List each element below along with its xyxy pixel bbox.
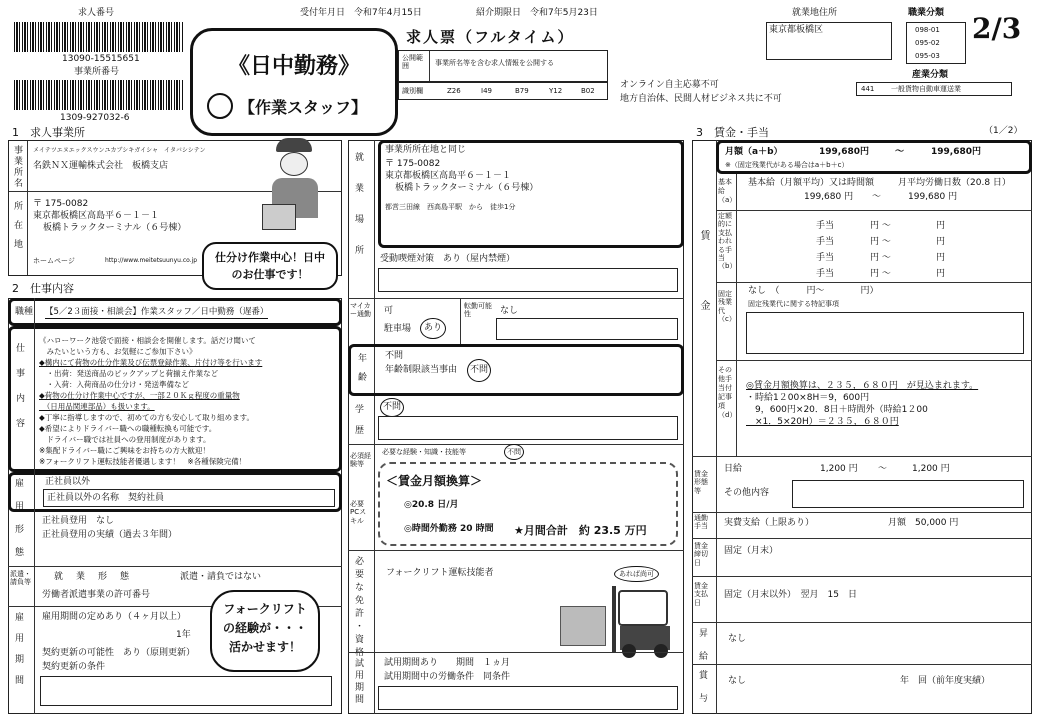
company-addr1: 東京都板橋区高島平６－１－１ [33,211,160,221]
bonus: なし [728,676,747,686]
other-line-1: ・時給1２00×8H＝9，600円 [746,393,870,403]
code-3: Y12 [549,87,563,95]
parking-value: あり [420,318,446,339]
job-line-1: みたいという方も、お気軽にご参加下さい》 [39,347,197,356]
banner [190,28,398,136]
license-note: あれば尚可 [614,566,659,582]
payday: 固定（月末以外） 翌月 15 日 [724,590,857,600]
age-box [348,344,684,396]
trial: 試用期間あり 期間 １ヵ月 [384,658,511,668]
highlight-bubble-1: 仕分け作業中心！日中のお仕事です！ [202,242,338,290]
other-line-2: 9，600円×20．8日＋時間外（時給1２00 [746,405,928,415]
smoking-box [378,268,678,292]
commute-allowance: 実費支給（上限あり） [724,518,815,528]
code-1: I49 [481,87,492,95]
promotion: 正社員登用 なし [42,516,115,526]
fixed-ot-note: 固定残業代に関する特記事項 [748,300,839,308]
code-0: Z26 [447,87,461,95]
industry-code: 441 [861,85,875,93]
wage-summary-title: ＜賃金月額換算＞ [386,474,483,488]
deadline-date: 紹介期限日 令和7年5月23日 [476,8,598,18]
company-name: 名鉄ＮＸ運輸株式会社 板橋支店 [33,161,169,171]
employment-name: 正社員以外の名称 契約社員 [43,489,335,507]
trial-conditions: 試用期間中の労働条件 同条件 [384,672,511,682]
workplace-addr2: 板橋トラックターミナル（６号棟） [395,183,539,193]
job-line-9: ドライバー職では社員への登用制度があります。 [39,435,211,444]
online-note-1: オンライン自主応募不可 [620,80,719,90]
fixed-ot: なし （ 円～ 円） [748,286,879,296]
raise: なし [728,634,747,644]
page-number: 2/3 [972,12,1022,45]
daily-label: 日給 [724,464,743,474]
mascot-icon [207,93,233,119]
trial-label: 試用期間 [353,658,363,706]
workplace-zip: 〒 175-0082 [385,159,441,169]
age-reason-label: 年齢制限該当事由 [385,365,458,375]
pc-label: 必要PCスキル [350,500,367,525]
section-1-title: 1 求人事業所 [12,126,85,139]
dispatch-license: 労働者派遣事業の許可番号 [42,590,151,600]
job-class-box [906,22,966,64]
industry-label: 産業分類 [912,70,949,80]
transfer-box [496,318,678,340]
wage-summary-box [378,462,678,546]
barcode-office [14,80,184,110]
raise-label: 昇給 [697,628,707,674]
employment: 正社員以外 [45,477,91,487]
code-2: B79 [515,87,529,95]
public-label: 公開範囲 [402,54,423,71]
other-allowance-label: その他手当付記事項（d） [718,366,737,420]
homepage-link[interactable]: http://www.meitetsuunyu.co.jp [105,257,198,264]
commute: 可 [384,306,394,316]
parking-label: 駐車場 [384,324,412,334]
occupation-label: 職種 [15,307,34,317]
experience: 必要な経験・知識・技能等 [382,448,466,456]
other-line-0: ◎賃金月額換算は、２３５，６８０円 が見込まれます。 [746,381,979,391]
experience-label: 必須経験等 [350,452,371,469]
closing-label: 賃金締切日 [694,542,708,567]
workplace-addr1: 東京都板橋区高島平６－１－１ [385,171,512,181]
worker-illustration [262,138,328,238]
office-number-label: 事業所番号 [74,67,120,77]
allowance-label: 定額的に支払われる手当（b） [718,212,737,271]
barcode-job [14,22,184,52]
section-2-title: 2 仕事内容 [12,282,74,295]
job-line-4: ・入荷：入荷商品の仕分け・発送準備など [39,380,189,389]
banner-subtitle: 【作業スタッフ】 [239,98,368,117]
extra-other: その他内容 [724,488,770,498]
received-date: 受付年月日 令和7年4月15日 [300,8,422,18]
code-label: 識別欄 [402,87,423,95]
extra-other-box [792,480,1024,508]
doc-title: 求人票（フルタイム） [406,28,575,46]
workplace-box [378,140,684,248]
workplace-same: 事業所所在地と同じ [385,145,467,155]
renewal-conditions: 契約更新の条件 [42,662,106,672]
company-zip: 〒 175-0082 [33,199,89,209]
renewal-box [40,676,332,706]
daily-max: 1,200 円 [912,464,950,474]
banner-title: 《日中勤務》 [227,54,360,79]
age-label: 年齢 [356,353,366,391]
workplace-access: 都営三田線 西高島平駅 から 徒歩1分 [385,203,516,211]
monthly-min: 199,680円 [819,147,869,157]
period-length: 1年 [176,630,191,640]
license-label: 必要な免許・資格 [353,556,363,660]
wage-summary-total: ★月間合計 約 23.5 万円 [514,524,647,537]
period: 雇用期間の定めあり（４ヶ月以上） [42,612,187,622]
age: 不問 [385,351,404,361]
job-number-label: 求人番号 [78,8,115,18]
other-line-3: ×1．5×20H）＝２３５，６８０円 [746,417,899,427]
commute-allow-label: 通勤手当 [694,514,708,531]
renewal: 契約更新の可能性 あり（原則更新） [42,648,196,658]
wage-page: （1／2） [984,126,1023,136]
job-line-2: ◆構内にて荷物の仕分作業及び伝票登録作業、片付け等を行います [39,358,263,367]
closing-day: 固定（月末） [724,546,779,556]
code-4: B02 [581,87,595,95]
allowance-row-2: 手当 円 ～ 円 [816,253,945,263]
homepage-label: ホームページ [33,257,75,265]
bonus-label: 賞与 [697,670,707,716]
job-line-0: 《ハローワーク池袋で面接・相談会を開催します。話だけ聞いて [39,336,256,345]
transfer-label: 転勤可能性 [464,302,492,319]
code-box [398,82,608,100]
allowance-list [816,218,945,282]
employment-row [8,472,342,512]
job-line-11: ※フォークリフト運転技能者優遇します！ ※各種保険完備！ [39,457,247,466]
job-line-8: ◆希望によりドライバー職への職種転換も可能です。 [39,424,217,433]
smoking: 受動喫煙対策 あり（屋内禁煙） [380,254,516,264]
job-class-1: 095-02 [915,39,940,47]
dispatch-value: 派遣・請負ではない [180,572,262,582]
wage-form-label: 賃金形態等 [694,470,708,495]
online-note-2: 地方自治体、民間人材ビジネス共に不可 [620,94,782,104]
job-line-6: （日用品関連部品）も扱います。 [39,402,155,411]
dispatch-form: 就 業 形 態 [54,572,132,582]
monthly-box [716,140,1032,174]
education-box [378,416,678,440]
period-label: 雇用期間 [13,612,23,696]
company-addr2: 板橋トラックターミナル（６号棟） [43,223,187,233]
monthly-note: ※（固定残業代がある場合はa＋b＋c） [725,161,849,169]
base-label: 基本給（a） [718,178,737,205]
job-line-10: ※集配ドライバー職にご興味をお持ちの方大歓迎！ [39,446,210,455]
commute-label: マイカー通勤 [350,302,371,319]
office-number: 1309-927032-6 [60,113,130,123]
content-label: 仕事内容 [14,343,24,443]
company-kana: メイテツエヌエックスウンユカブシキガイシャ イタバシシテン [33,147,206,154]
forklift-illustration [560,580,680,660]
company-addr-label: 所在地 [12,201,22,258]
base-max: 199,680 円 [908,192,958,202]
company-name-label: 事業所名 [12,145,22,189]
industry-box [856,82,1012,96]
education: 不問 [380,398,404,417]
monthly-max: 199,680円 [931,147,981,157]
monthly-tilde: ～ [895,147,905,157]
job-number: 13090-15515651 [62,54,140,64]
promotion-record: 正社員登用の実績（過去３年間） [42,530,178,540]
allowance-row-1: 手当 円 ～ 円 [816,237,945,247]
work-location-label: 就業地住所 [792,8,838,18]
education-label: 学歴 [353,404,363,446]
wage-summary-days: ◎20.8 日/月 [404,500,459,510]
content-row [8,326,342,472]
job-line-5: ◆荷物の仕分け作業中心ですが、一部２０Ｋｇ程度の重量物 [39,391,240,400]
work-days: 月平均労働日数（20.8 日） [898,178,1011,188]
base-tilde: ～ [872,192,882,202]
bonus-note: 年 回（前年度実績） [900,676,991,686]
commute-amount: 月額 50,000 円 [888,518,959,528]
wage-label: 賃金 [698,230,709,370]
base-min: 199,680 円 [804,192,854,202]
job-content [39,335,262,467]
job-class-2: 095-03 [915,52,940,60]
occupation-row [8,298,342,326]
trial-box [378,686,678,710]
daily-min: 1,200 円 [820,464,858,474]
allowance-row-0: 手当 円 ～ 円 [816,221,945,231]
occupation: 【5／2３面接・相談会】作業スタッフ／日中勤務（遅番） [45,307,269,317]
transfer: なし [500,306,519,316]
workplace-label: 就業場所 [353,152,363,276]
fixed-ot-box [746,312,1024,354]
job-line-7: ◆丁寧に指導しますので、初めての方も安心して取り組めます。 [39,413,255,422]
license: フォークリフト運転技能者 [386,568,494,578]
employment-label: 雇用形態 [13,478,23,570]
dispatch-label: 派遣・請負等 [10,570,31,587]
section-3-title: 3 賃金・手当 [696,126,769,139]
job-class-label: 職業分類 [908,8,945,18]
job-line-3: ・出荷：発送商品のピックアップと荷揃え作業など [39,369,219,378]
public-value: 事業所名等を含む求人情報を公開する [435,59,554,67]
experience-value: 不問 [504,444,524,460]
highlight-bubble-2: フォークリフトの経験が・・・活かせます！ [210,590,320,672]
base-text: 基本給（月額平均）又は時間額 [748,178,875,188]
wage-summary-overtime: ◎時間外勤務 20 時間 [404,524,494,534]
daily-tilde: ～ [878,464,888,474]
fixed-ot-label: 固定残業代（c） [718,290,736,324]
allowance-row-3: 手当 円 ～ 円 [816,269,945,279]
public-box [398,50,608,82]
age-reason: 不問 [467,359,491,382]
payday-label: 賃金支払日 [694,582,708,607]
industry-name: 一般貨物自動車運送業 [891,85,961,93]
job-class-0: 098-01 [915,26,940,34]
other-allowance [746,380,978,428]
monthly-label: 月額（a＋b） [725,147,783,157]
work-location: 東京都板橋区 [766,22,892,60]
